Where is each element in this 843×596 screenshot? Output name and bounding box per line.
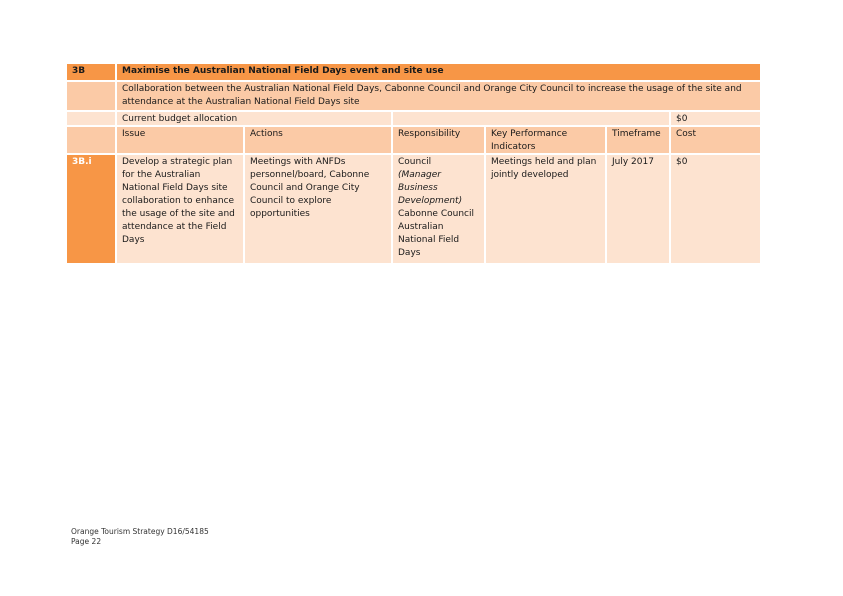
budget-value: $0 [669,112,760,125]
row-code: 3B.i [67,155,115,263]
responsibility-italic: (Manager Business Development) [398,170,463,206]
footer-page-number: Page 22 [71,537,102,546]
column-kpi: Key Performance Indicators [484,127,605,153]
budget-row [67,110,760,125]
row-cost: $0 [669,155,760,263]
section-description-row [67,80,760,110]
table-row [67,153,760,263]
responsibility-line-2: Cabonne Council [398,209,474,219]
column-timeframe: Timeframe [605,127,669,153]
description-code-cell [67,82,115,110]
column-responsibility: Responsibility [391,127,484,153]
column-issue: Issue [115,127,243,153]
budget-code-cell [67,112,115,125]
budget-spacer [391,112,669,125]
budget-label: Current budget allocation [115,112,391,125]
row-kpi: Meetings held and plan jointly developed [484,155,605,263]
responsibility-line-1: Council [398,157,432,167]
page-footer [71,527,209,547]
column-header-code-cell [67,127,115,153]
section-header-row [67,64,760,80]
row-responsibility [391,155,484,263]
row-issue: Develop a strategic plan for the Australian National Field Days site collaboration to enhance the usage of the site and attendance at the Field Days [115,155,243,263]
column-actions: Actions [243,127,391,153]
column-cost: Cost [669,127,760,153]
action-table [67,64,760,263]
footer-document-ref: Orange Tourism Strategy D16/54185 [71,527,209,536]
section-title: Maximise the Australian National Field Days event and site use [115,64,760,80]
section-description: Collaboration between the Australian National Field Days, Cabonne Council and Orange City Council to increase the usage of the site and attendance at the Australian National Field Days site [115,82,760,110]
row-timeframe: July 2017 [605,155,669,263]
row-actions: Meetings with ANFDs personnel/board, Cabonne Council and Orange City Council to explore opportunities [243,155,391,263]
column-header-row [67,125,760,153]
responsibility-line-3: Australian National Field Days [398,222,460,258]
section-code: 3B [67,64,115,80]
